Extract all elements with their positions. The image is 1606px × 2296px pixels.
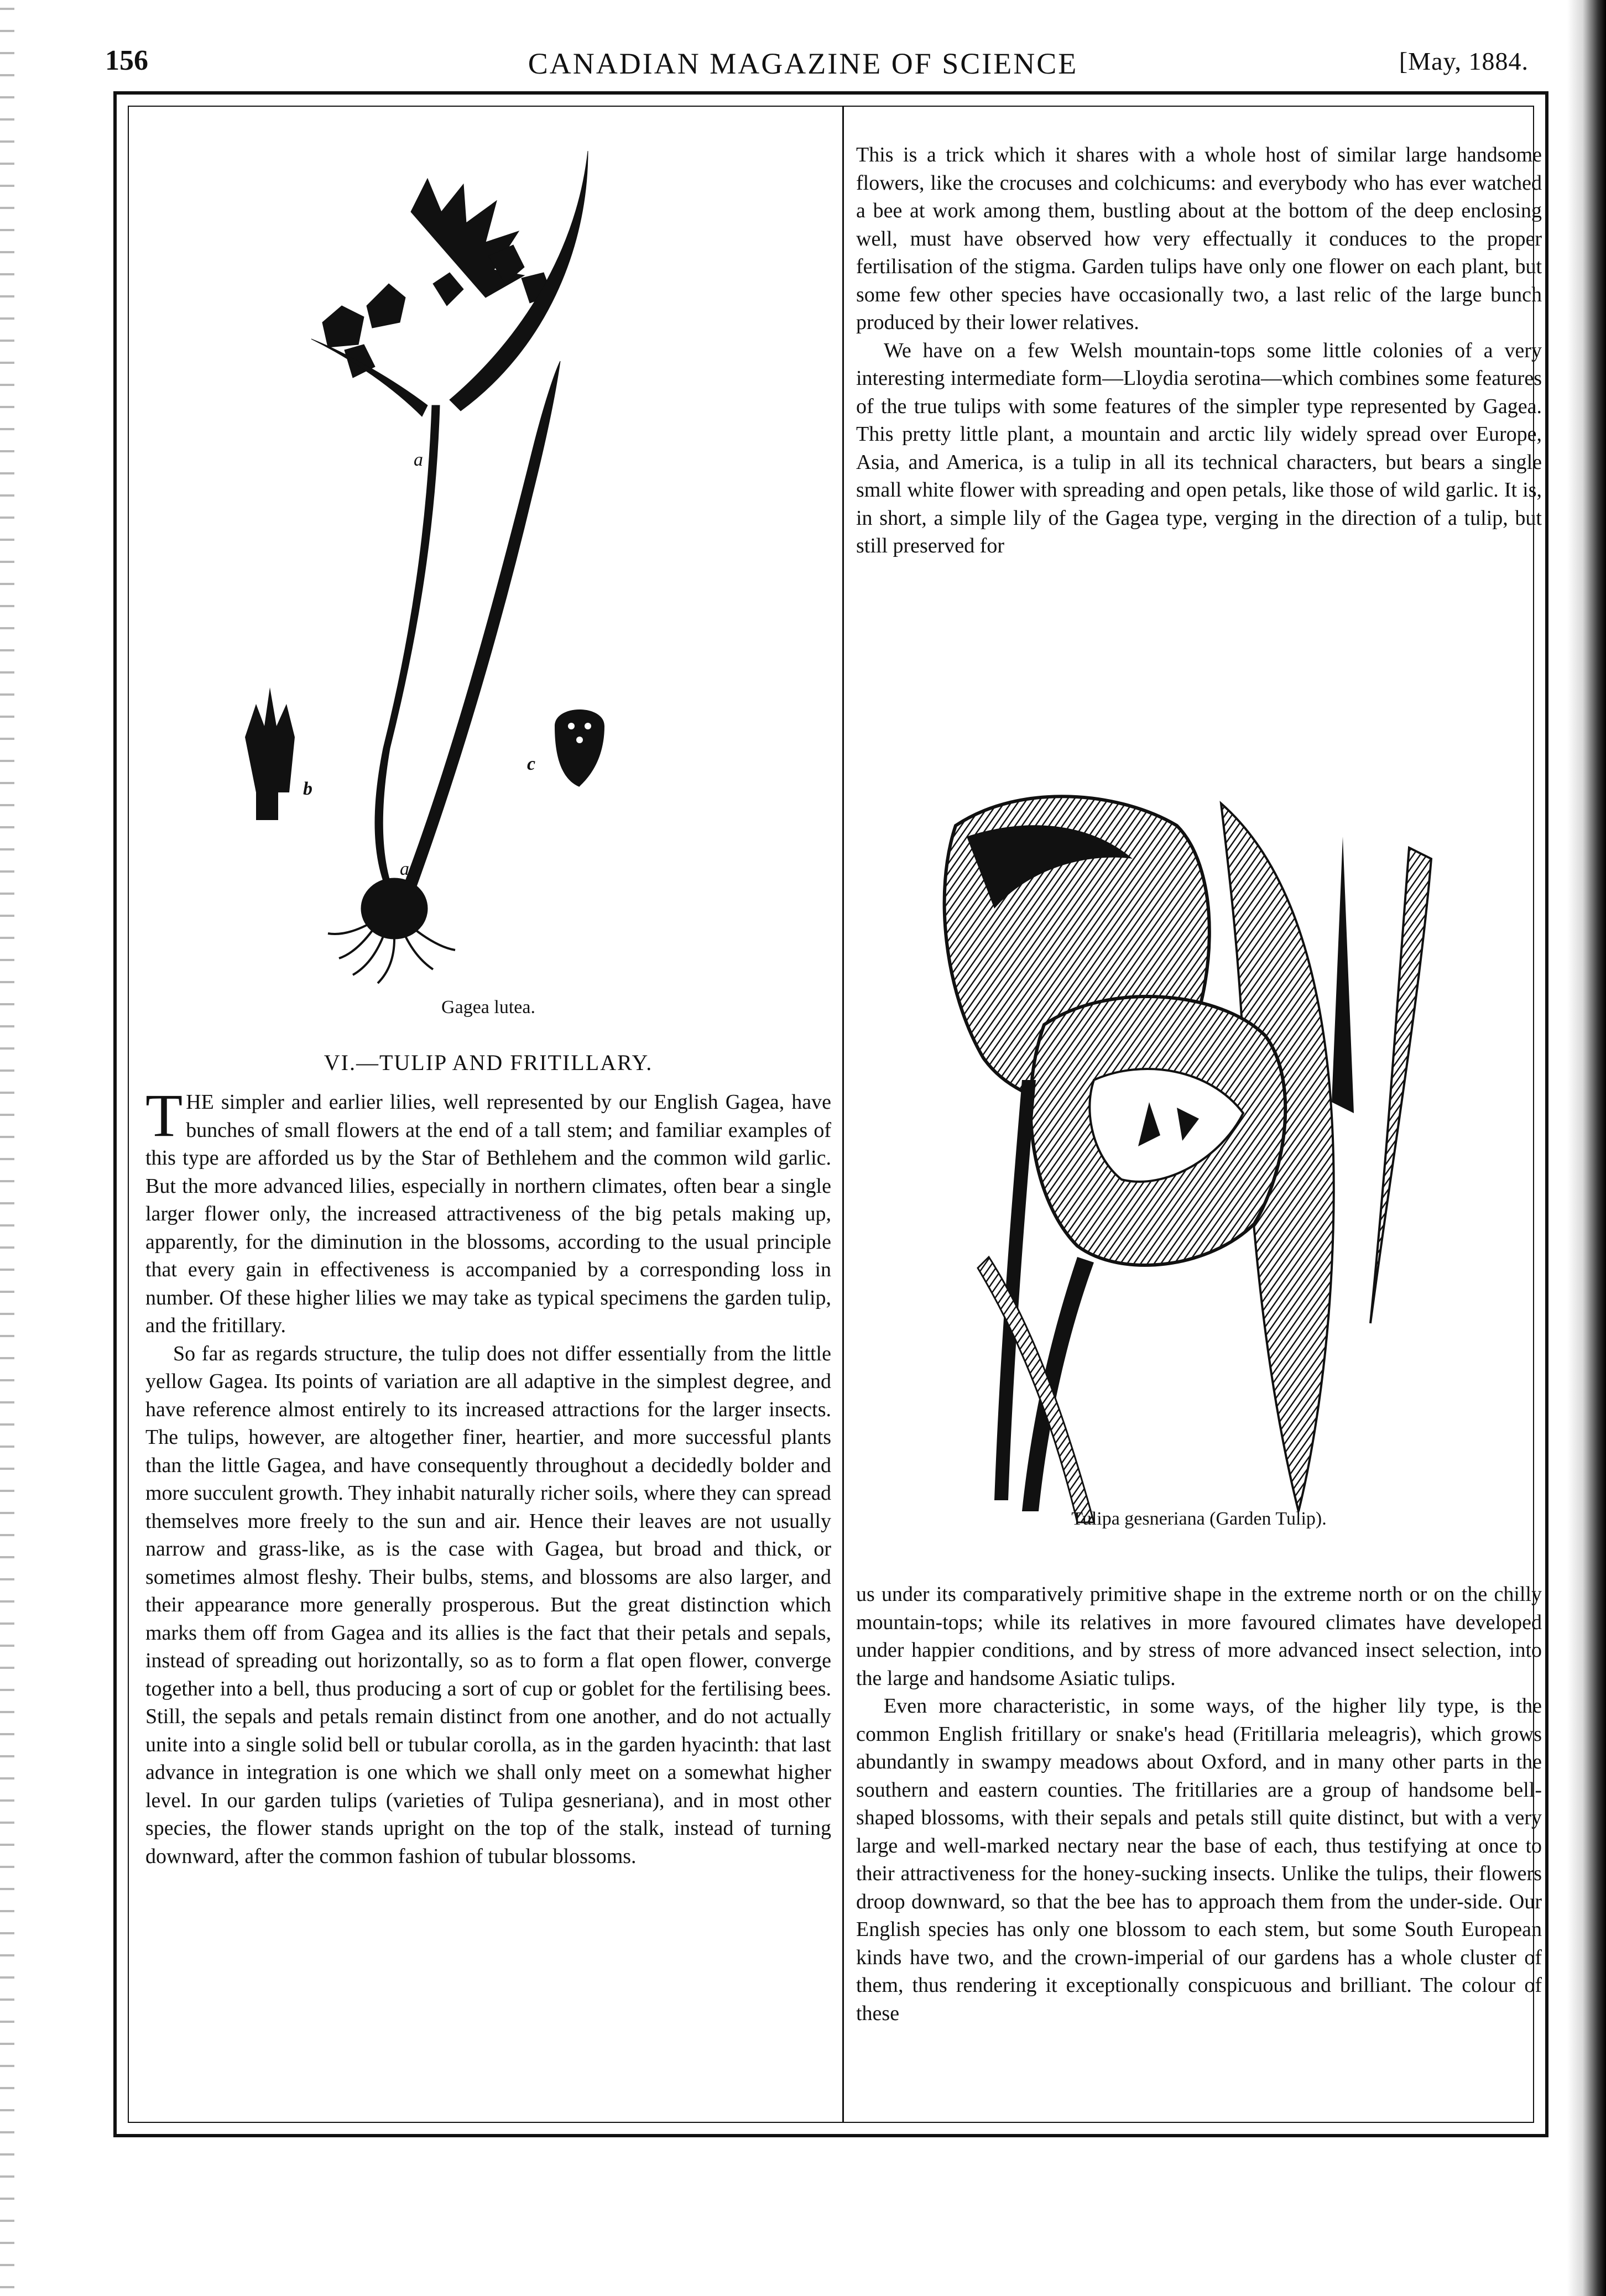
right-paragraph-4: Even more characteristic, in some ways, of the higher lily type, is the common English fritillary or snake's head (Fritillaria meleagris), which grows abundantly in swampy meadows about Oxford, and in many other parts in the southern and eastern counties. The fritillaries are a group of handsome bell-shaped blossoms, with their sepals and petals still quite distinct, but with a very large and well-marked nectary near the base of each, thus testifying at once to their attractiveness for the honey-sucking insects. Unlike the tulips, their flowers droop downward, so that the bee has to approach them from the under-side. Our English species has only one blossom to each stem, but some South European kinds have two, and the crown-imperial of our gardens has a whole cluster of them, thus rendering it exceptionally conspicuous and brilliant. The colour of these [856,1694,1542,2025]
tulip-caption: Tulipa gesneriana (Garden Tulip). [1071,1509,1327,1529]
dropcap: T [145,1082,183,1149]
page-frame-inner [128,106,1542,2123]
left-paragraph-1-text: HE simpler and earlier lilies, well represented by our English Gagea, have bunches of small flowers at the end of a tall stem; and familiar examples of this type are afforded us by the Star of Bethlehem and the common wild garlic. But the more advanced lilies, especially in northern climates, often bear a single larger flower only, the increased attractiveness of the big petals making up, apparently, for the diminution in the blossoms, according to the usual principle that every gain in effectiveness is accompanied by a corresponding loss in number. Of these higher lilies we may take as typical specimens the garden tulip, and the fritillary. [145,1090,831,1337]
garden-tulip-illustration [911,770,1464,1544]
garden-tulip-icon [911,770,1464,1544]
gagea-lutea-illustration [245,140,732,1003]
label-b: b [303,779,312,799]
right-column [856,107,1542,2122]
scan-left-edge [0,0,14,2296]
label-c: c [527,754,536,774]
label-a-top: a [414,450,423,470]
left-paragraph-2: So far as regards structure, the tulip does not differ essentially from the little yellow Gagea. Its points of variation are all adaptive in the simplest degree, and have reference almost entirely to its increased attractions for the larger insects. The tulips, however, are altogether finer, heartier, and more successful plants than the little Gagea, and have consequently throughout a decidedly bolder and more succulent growth. They inhabit naturally richer soils, where they can spread themselves more freely to the sun and air. Hence their leaves are not usually narrow and grass-like, as is the case with Gagea, but broad and thick, or sometimes almost fleshy. Their bulbs, stems, and blossoms are also larger, and their appearance more generally prosperous. But the great distinction which marks them off from Gagea and its allies is the fact that their petals and sepals, instead of spreading out horizontally, so as to form a flat open flower, converge together into a bell, thus producing a sort of cup or goblet for the fertilising bees. Still, the sepals and petals remain distinct from one another, and do not actually unite into a single solid bell or tubular corolla, as in the garden hyacinth: that last advance in integration is one which we shall only meet on a somewhat higher level. In our garden tulips (varieties of Tulipa gesneriana), and in most other species, the flower stands upright on the top of the stalk, instead of turning downward, after the common fashion of tubular blossoms. [145,1342,831,1868]
scan-right-edge [1567,0,1606,2296]
column-rule [842,107,844,2122]
left-column-text [145,1082,831,1870]
gagea-lutea-plant-icon [245,140,732,1003]
issue-date: [May, 1884. [1399,47,1529,75]
right-column-bottom-text [856,1580,1542,2027]
right-paragraph-2: We have on a few Welsh mountain-tops some little colonies of a very interesting intermediate form—Lloydia serotina—which combines some features of the true tulips with some features of the simpler type represented by Gagea. This pretty little plant, a mountain and arctic lily widely spread over Europe, Asia, and America, is a tulip in all its technical characters, but bears a single small white flower with spreading and open petals, like those of wild garlic. It is, in short, a simple lily of the Gagea type, verging in the direction of a tulip, but still preserved for [856,338,1542,557]
magazine-title: CANADIAN MAGAZINE OF SCIENCE [528,47,1078,80]
left-column [145,107,831,2122]
running-head [0,39,1606,83]
section-title: VI.—TULIP AND FRITILLARY. [324,1050,653,1075]
page-number: 156 [105,45,148,76]
gagea-caption: Gagea lutea. [441,997,535,1017]
left-paragraph-1 [145,1082,831,1340]
label-a-bottom: a [400,859,409,879]
right-paragraph-3: us under its comparatively primitive shape in the extreme north or on the chilly mountain-tops; while its relatives in more favoured climates have developed under happier conditions, and by stress of more advanced insect selection, into the large and handsome Asiatic tulips. [856,1583,1542,1690]
page-frame [113,91,1548,2137]
right-column-top-text [856,141,1542,560]
right-paragraph-1: This is a trick which it shares with a whole host of similar large handsome flowers, like the crocuses and colchicums: and everybody who has ever watched a bee at work among them, bustling about at the bottom of the deep enclosing well, must have observed how very effectually it conduces to the proper fertilisation of the stigma. Garden tulips have only one flower on each plant, but some few other species have occasionally two, a last relic of the large bunch produced by their lower relatives. [856,143,1542,334]
